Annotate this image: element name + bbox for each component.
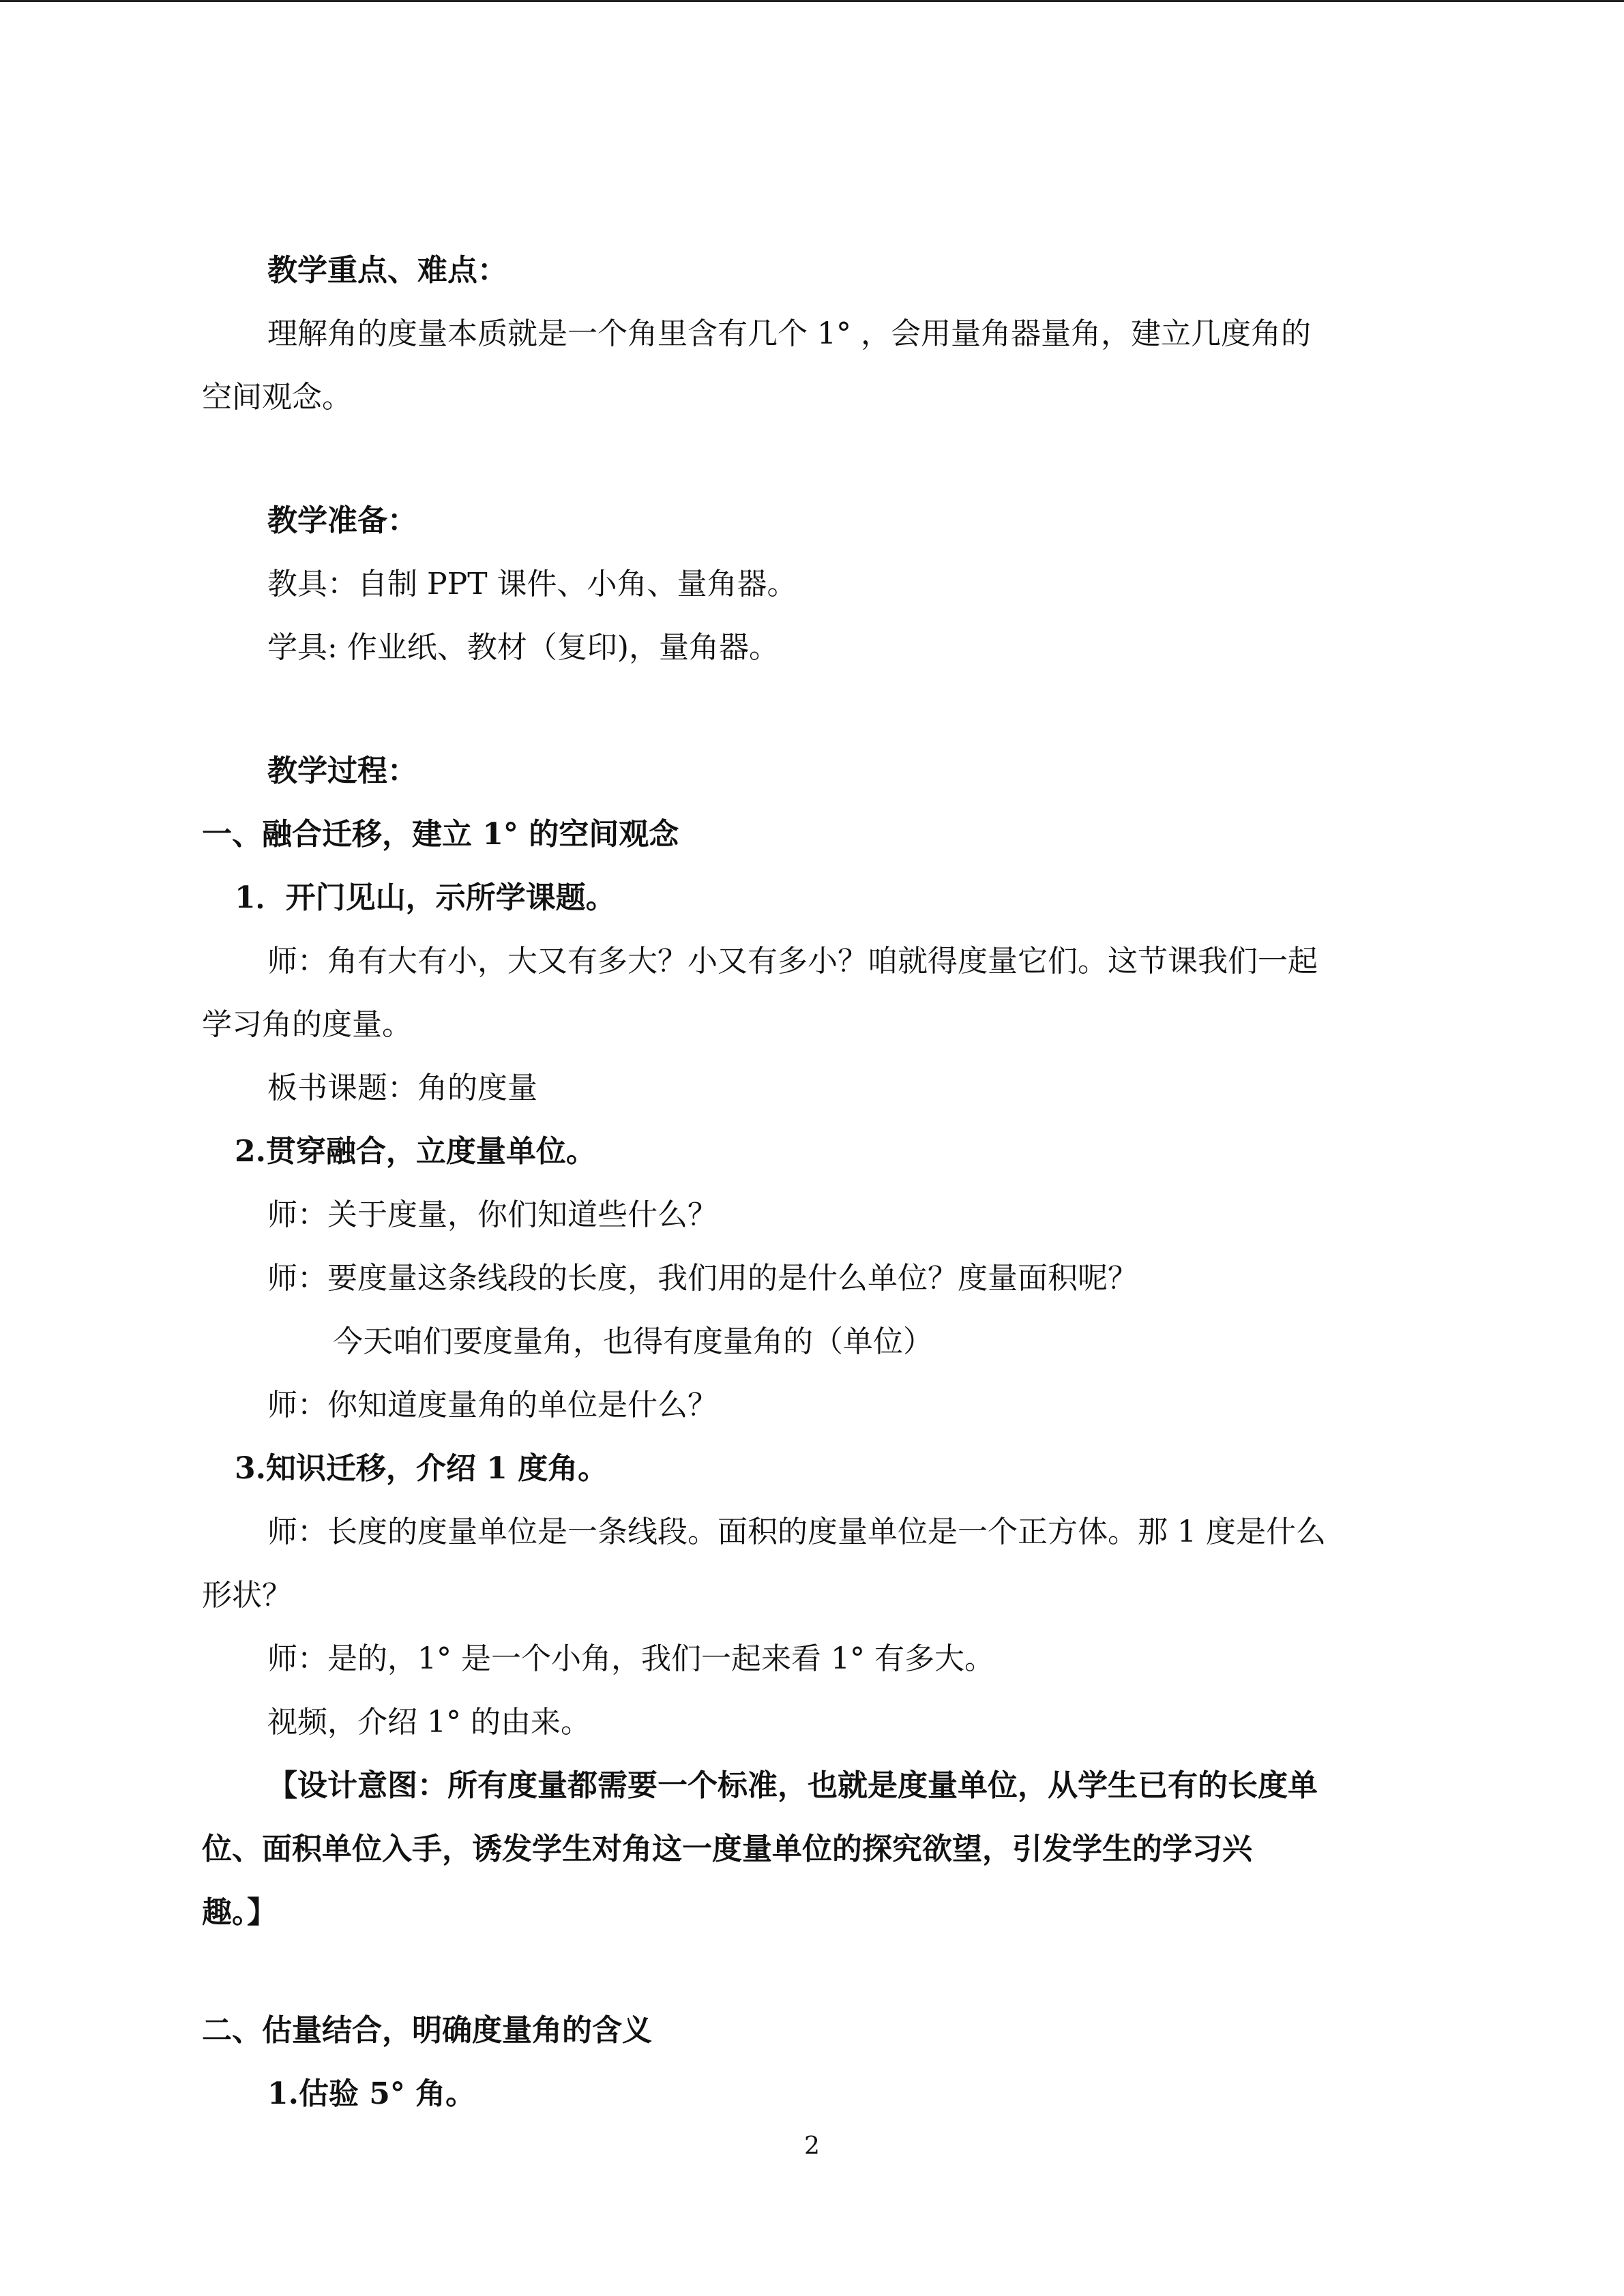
student-tools-line: 学具: 作业纸、教材（复印)，量角器。 — [267, 630, 779, 665]
preparation-heading: 教学准备： — [267, 503, 417, 538]
design-intent-line3: 趣。】 — [202, 1895, 277, 1930]
page-number: 2 — [804, 2132, 820, 2160]
step3-line1: 师：长度的度量单位是一条线段。面积的度量单位是一个正方体。那 1 度是什么 — [267, 1515, 1326, 1549]
design-intent-line1: 【设计意图：所有度量都需要一个标准，也就是度量单位，从学生已有的长度单 — [267, 1768, 1318, 1803]
step2-title: 2.贯穿融合，立度量单位。 — [235, 1134, 596, 1169]
step3-line2: 形状？ — [202, 1578, 292, 1613]
step1-line1: 师：角有大有小，大又有多大？小又有多小？咱就得度量它们。这节课我们一起 — [267, 944, 1318, 979]
spacer — [202, 429, 1423, 489]
step3-line4: 视频，介绍 1° 的由来。 — [267, 1705, 591, 1740]
key-points-heading: 教学重点、难点： — [267, 253, 507, 288]
step3-line3: 师：是的，1° 是一个小角，我们一起来看 1° 有多大。 — [267, 1641, 994, 1676]
part2-step1-title: 1.估验 5° 角。 — [267, 2076, 476, 2111]
step2-question1: 师：关于度量，你们知道些什么？ — [267, 1197, 718, 1232]
teacher-tools-line: 教具：自制 PPT 课件、小角、量角器。 — [267, 567, 797, 601]
spacer — [202, 679, 1423, 739]
top-border-rule — [0, 0, 1624, 2]
spacer — [202, 1944, 1423, 1999]
step2-question3: 师：你知道度量角的单位是什么？ — [267, 1388, 718, 1422]
key-points-body-line2: 空间观念。 — [202, 380, 352, 415]
key-points-body-line1: 理解角的度量本质就是一个角里含有几个 1° ，会用量角器量角，建立几度角的 — [267, 316, 1311, 351]
process-heading: 教学过程： — [267, 754, 417, 788]
step2-question2-continued: 今天咱们要度量角，也得有度量角的（单位） — [333, 1324, 933, 1359]
design-intent-line2: 位、面积单位入手，诱发学生对角这一度量单位的探究欲望，引发学生的学习兴 — [202, 1832, 1252, 1866]
part1-title: 一、融合迁移，建立 1° 的空间观念 — [202, 817, 679, 852]
step1-line2: 学习角的度量。 — [202, 1007, 412, 1042]
step3-title: 3.知识迁移，介绍 1 度角。 — [235, 1451, 608, 1486]
step2-question2: 师：要度量这条线段的长度，我们用的是什么单位？度量面积呢？ — [267, 1261, 1138, 1296]
part2-title: 二、估量结合，明确度量角的含义 — [202, 2013, 652, 2048]
step1-board-title: 板书课题：角的度量 — [267, 1071, 537, 1105]
step1-title: 1．开门见山，示所学课题。 — [235, 880, 616, 915]
document-page — [202, 239, 1423, 2126]
